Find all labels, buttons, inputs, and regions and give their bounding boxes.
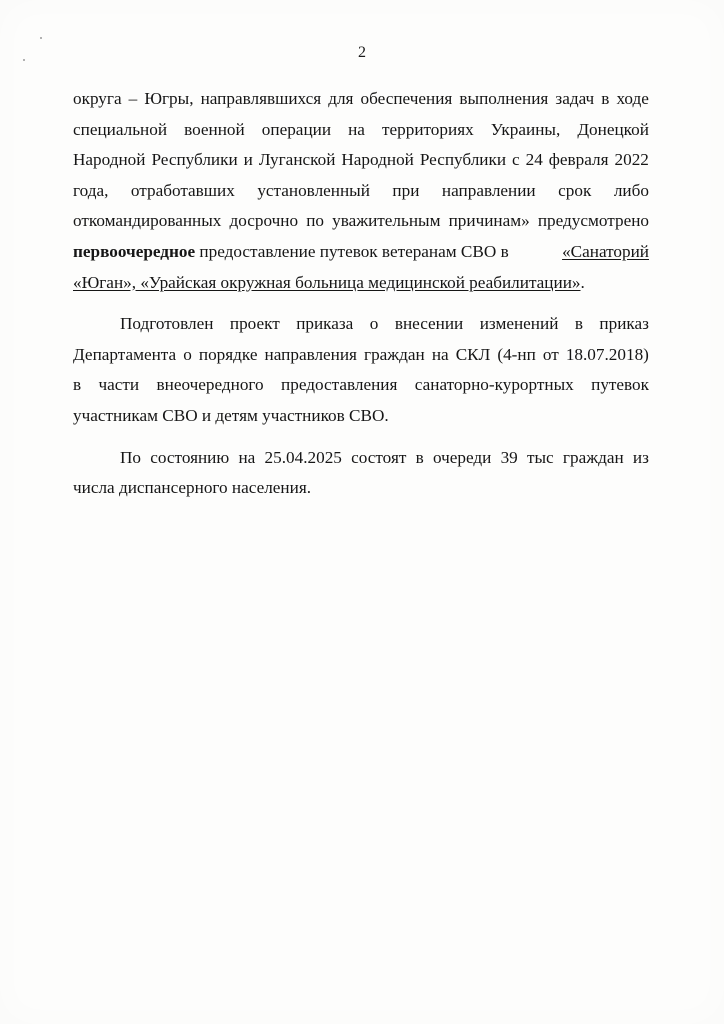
word: порядке xyxy=(198,344,258,364)
text-line: «Юган», «Урайская окружная больница медицинской реабилитации». xyxy=(73,272,585,292)
word: в xyxy=(73,375,82,395)
word: Республики xyxy=(419,150,507,170)
word: в xyxy=(415,447,424,467)
word: от xyxy=(542,344,559,364)
word: Луганской xyxy=(258,150,336,170)
text-line xyxy=(73,176,649,207)
word: операции xyxy=(261,119,332,139)
word: по xyxy=(306,211,324,231)
word: 25.04.2025 xyxy=(264,447,342,467)
word: обеспечения xyxy=(360,89,453,108)
scan-speck xyxy=(40,37,42,39)
word: 18.07.2018) xyxy=(565,344,649,364)
paragraph-1 xyxy=(73,84,649,298)
text-line xyxy=(73,309,649,340)
word: округа xyxy=(73,89,122,108)
text-line xyxy=(73,443,649,474)
word: о xyxy=(369,314,379,334)
word: Народной xyxy=(341,150,414,170)
word: откомандированных xyxy=(73,211,222,231)
word: срок xyxy=(558,180,592,200)
word: установленный xyxy=(257,180,370,200)
word: Югры, xyxy=(144,89,194,108)
word: части xyxy=(98,375,140,395)
word: граждан xyxy=(562,447,624,467)
word: состоят xyxy=(351,447,407,467)
sanatorium-reference: «Юган», «Урайская окружная больница медицинской реабилитации» xyxy=(73,272,581,292)
word: в xyxy=(574,314,583,334)
text-line: участникам СВО и детям участников СВО. xyxy=(73,405,389,425)
word: проект xyxy=(229,314,280,334)
word: санаторно-курортных xyxy=(414,375,574,395)
word: досрочно xyxy=(229,211,299,231)
word: 39 xyxy=(500,447,518,467)
word: очереди xyxy=(432,447,492,467)
word: специальной xyxy=(73,119,168,139)
text-line xyxy=(73,370,649,401)
word: Подготовлен xyxy=(120,314,214,334)
word: тыс xyxy=(526,447,554,467)
word: и xyxy=(243,150,253,170)
word: февраля xyxy=(548,150,609,170)
word: 2022 xyxy=(614,150,649,170)
word: направлявшихся xyxy=(200,89,322,108)
word: военной xyxy=(184,119,245,139)
text-line xyxy=(73,84,649,115)
sanatorium-reference: «Санаторий xyxy=(562,241,649,261)
word: из xyxy=(632,447,649,467)
word: причинам» xyxy=(448,211,530,231)
text-line xyxy=(73,115,649,146)
word: либо xyxy=(613,180,649,200)
word: Народной xyxy=(73,150,146,170)
text-line: первоочередное предоставление путевок ветеранам СВО в «Санаторий xyxy=(73,237,649,268)
word: на xyxy=(238,447,256,467)
paragraph-3 xyxy=(73,443,649,504)
word: граждан xyxy=(364,344,425,364)
word: года, xyxy=(73,180,109,200)
word: для xyxy=(328,89,354,108)
paragraph-2 xyxy=(73,309,649,431)
word: на xyxy=(348,119,365,139)
word: о xyxy=(183,344,192,364)
word: внеочередного xyxy=(156,375,264,395)
text-line xyxy=(73,340,649,371)
word: направлении xyxy=(441,180,536,200)
word: направления xyxy=(264,344,357,364)
word: (4-нп xyxy=(497,344,536,364)
word: внесении xyxy=(394,314,464,334)
word: состоянию xyxy=(150,447,230,467)
word: на xyxy=(431,344,449,364)
word: при xyxy=(392,180,420,200)
word: предусмотрено xyxy=(537,211,649,231)
word: Департамента xyxy=(73,344,177,364)
word: в xyxy=(601,89,610,108)
word: – xyxy=(128,89,138,108)
text-line: числа диспансерного населения. xyxy=(73,478,312,498)
word: ходе xyxy=(616,89,649,108)
word: Республики xyxy=(151,150,238,170)
text-line xyxy=(73,145,649,176)
word: уважительным xyxy=(332,211,441,231)
emphasis-text: первоочередное xyxy=(73,241,196,261)
word: выполнения xyxy=(459,89,549,108)
word: приказ xyxy=(599,314,649,334)
word: изменений xyxy=(479,314,559,334)
word: приказа xyxy=(296,314,354,334)
page-number: 2 xyxy=(358,44,366,61)
word: Донецкой xyxy=(577,119,649,139)
word: территориях xyxy=(382,119,474,139)
word: предоставления xyxy=(281,375,398,395)
word: Украины, xyxy=(490,119,561,139)
word: с xyxy=(512,150,520,170)
word: отработавших xyxy=(130,180,235,200)
word: путевок xyxy=(591,375,649,395)
document-body xyxy=(73,84,649,504)
word: 24 xyxy=(525,150,543,170)
word: задач xyxy=(555,89,595,108)
word: СКЛ xyxy=(455,344,491,364)
text-line xyxy=(73,206,649,237)
word: По xyxy=(120,447,142,467)
